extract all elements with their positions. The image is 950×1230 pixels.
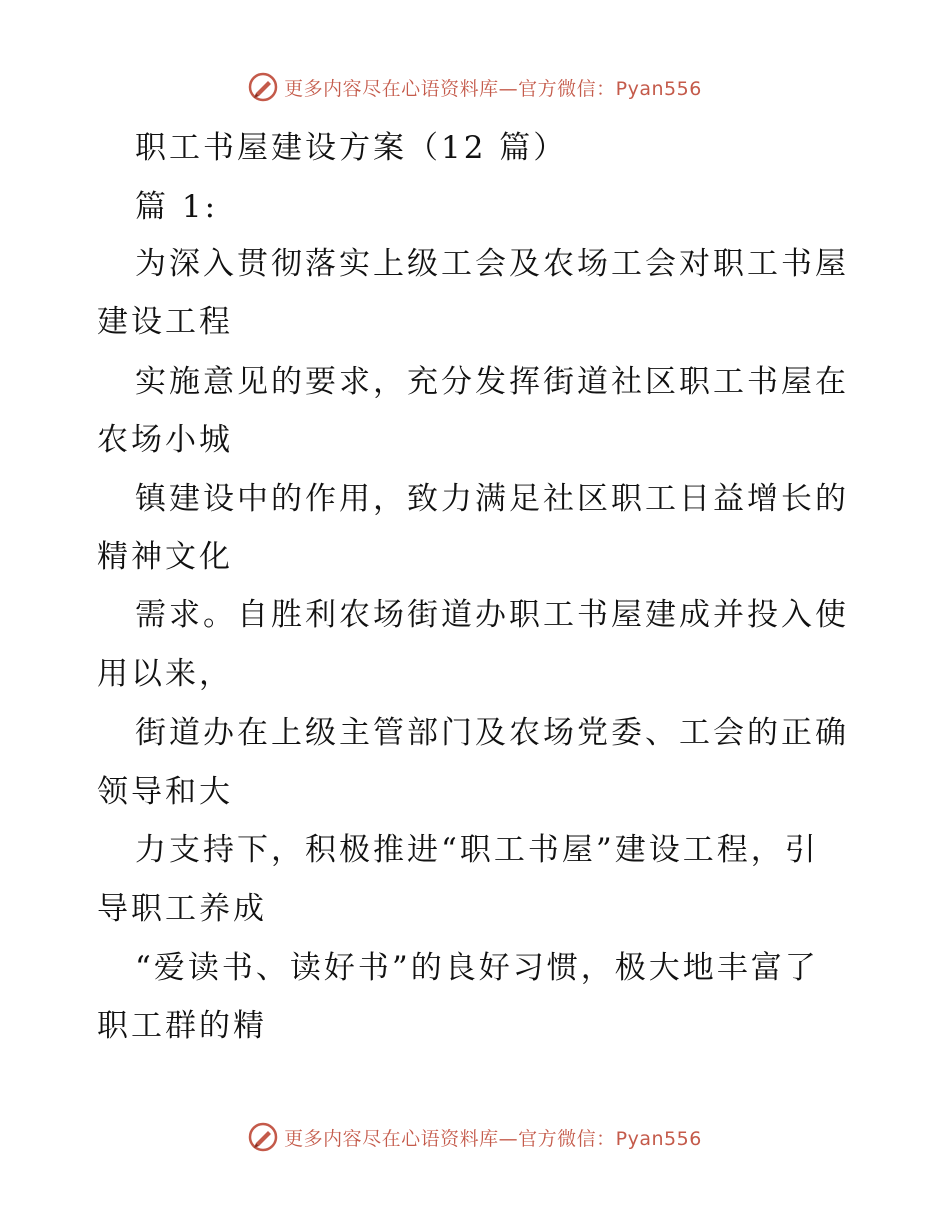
paragraph-line: 需求。自胜利农场街道办职工书屋建成并投入使	[135, 597, 849, 633]
paragraph-line: 为深入贯彻落实上级工会及农场工会对职工书屋	[135, 246, 849, 282]
paragraph-line: 领导和大	[97, 774, 233, 810]
header-banner-text: 更多内容尽在心语资料库—官方微信：Pyan556	[284, 77, 702, 100]
paragraph-line: 镇建设中的作用，致力满足社区职工日益增长的	[135, 481, 849, 517]
paragraph-line: 精神文化	[97, 539, 233, 575]
paragraph-line: 建设工程	[97, 304, 233, 340]
footer-banner-inner	[248, 1122, 702, 1152]
paragraph-line: 职工群的精	[97, 1008, 267, 1044]
paragraph-line: 导职工养成	[97, 891, 267, 927]
paragraph-line: 力支持下，积极推进“职工书屋”建设工程，引	[135, 832, 819, 868]
section-heading: 篇 1:	[135, 189, 219, 225]
pen-logo-icon	[248, 72, 278, 102]
footer-banner-text: 更多内容尽在心语资料库—官方微信：Pyan556	[284, 1127, 702, 1150]
footer-banner	[0, 1122, 950, 1152]
paragraph-line: 街道办在上级主管部门及农场党委、工会的正确	[135, 715, 849, 751]
header-banner	[0, 72, 950, 102]
document-title: 职工书屋建设方案（12 篇）	[135, 130, 568, 166]
paragraph-line: 实施意见的要求，充分发挥街道社区职工书屋在	[135, 364, 849, 400]
pen-logo-icon	[248, 1122, 278, 1152]
paragraph-line: 农场小城	[97, 422, 233, 458]
paragraph-line: “爱读书、读好书”的良好习惯，极大地丰富了	[135, 950, 819, 986]
paragraph-line: 用以来，	[97, 656, 233, 692]
header-banner-inner	[248, 72, 702, 102]
